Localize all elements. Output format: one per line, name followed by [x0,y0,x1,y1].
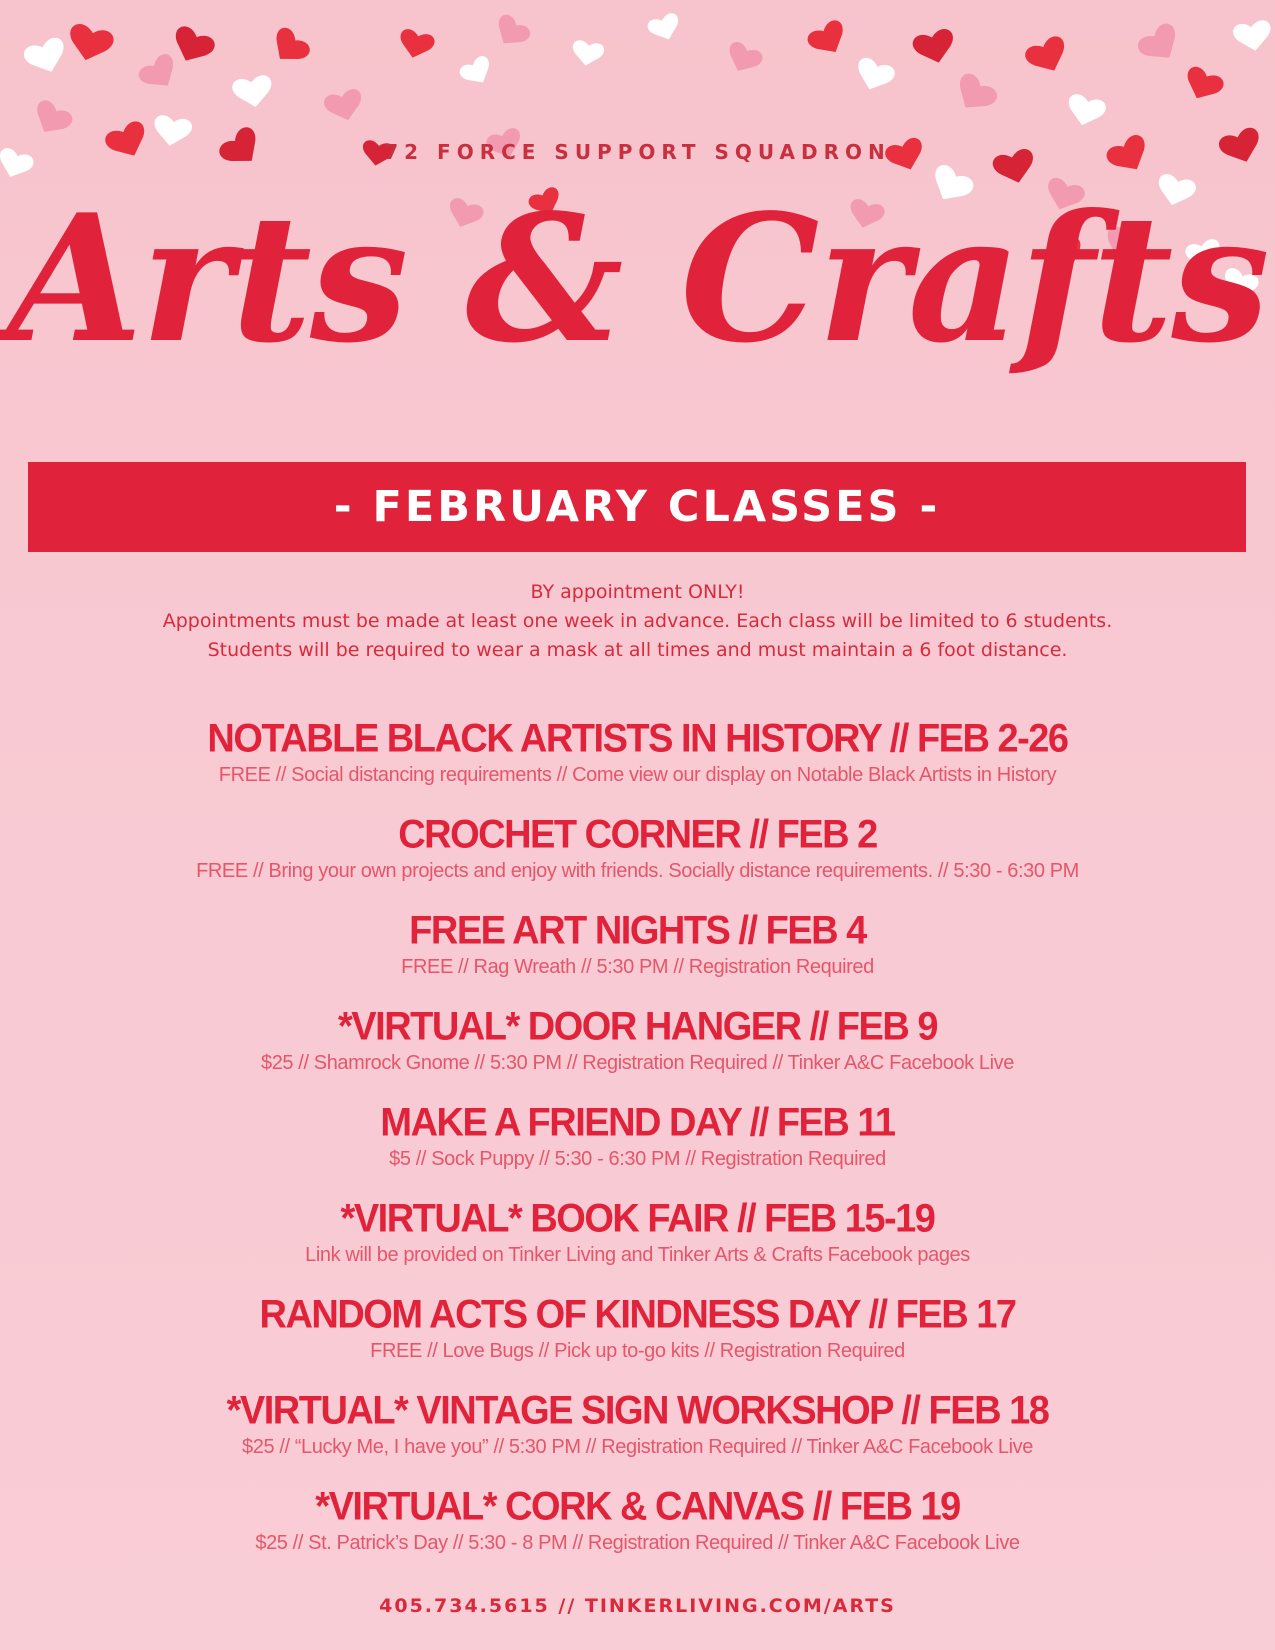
class-title: RANDOM ACTS OF KINDNESS DAY // FEB 17 [259,1292,1016,1338]
class-title: *VIRTUAL* DOOR HANGER // FEB 9 [338,1004,937,1050]
notice-line-3: Students will be required to wear a mask at all times and must maintain a 6 foot distance. [207,639,1068,661]
notice-line-2: Appointments must be made at least one week in advance. Each class will be limited to 6 students. [162,610,1113,632]
class-detail: FREE // Bring your own projects and enjoy with friends. Socially distance requirements. // 5:30 - 6:30 PM [196,860,1079,882]
class-title: *VIRTUAL* BOOK FAIR // FEB 15-19 [340,1196,935,1242]
organization-name: 72 FORCE SUPPORT SQUADRON [384,140,891,164]
class-item [0,1388,1275,1484]
class-item [0,1100,1275,1196]
class-title: FREE ART NIGHTS // FEB 4 [409,908,866,954]
class-list [0,716,1275,1580]
page-title: Arts & Crafts [7,177,1268,382]
banner-heading: - FEBRUARY CLASSES - [333,482,941,532]
class-item [0,1004,1275,1100]
class-title: MAKE A FRIEND DAY // FEB 11 [380,1100,895,1146]
class-item [0,1484,1275,1580]
class-detail: FREE // Rag Wreath // 5:30 PM // Registration Required [401,956,874,978]
class-title: *VIRTUAL* VINTAGE SIGN WORKSHOP // FEB 18 [226,1388,1049,1434]
class-item [0,1292,1275,1388]
class-detail: $25 // Shamrock Gnome // 5:30 PM // Registration Required // Tinker A&C Facebook Live [260,1052,1015,1074]
class-detail: $25 // “Lucky Me, I have you” // 5:30 PM // Registration Required // Tinker A&C Facebook Live [242,1436,1033,1458]
class-detail: $5 // Sock Puppy // 5:30 - 6:30 PM // Registration Required [389,1148,886,1170]
class-detail: $25 // St. Patrick’s Day // 5:30 - 8 PM // Registration Required // Tinker A&C Facebook Live [255,1532,1020,1554]
class-title: NOTABLE BLACK ARTISTS IN HISTORY // FEB 2-26 [207,716,1068,762]
appointment-notice [0,578,1275,665]
contact-footer: 405.734.5615 // TINKERLIVING.COM/ARTS [379,1595,896,1617]
notice-line-1: BY appointment ONLY! [530,581,745,603]
class-title: CROCHET CORNER // FEB 2 [398,812,877,858]
class-item [0,1196,1275,1292]
class-item [0,908,1275,1004]
class-detail: FREE // Love Bugs // Pick up to-go kits // Registration Required [370,1340,905,1362]
class-title: *VIRTUAL* CORK & CANVAS // FEB 19 [315,1484,960,1530]
class-detail: FREE // Social distancing requirements // Come view our display on Notable Black Artists in History [218,764,1057,786]
class-item [0,716,1275,812]
class-item [0,812,1275,908]
class-detail: Link will be provided on Tinker Living and Tinker Arts & Crafts Facebook pages [305,1244,970,1266]
